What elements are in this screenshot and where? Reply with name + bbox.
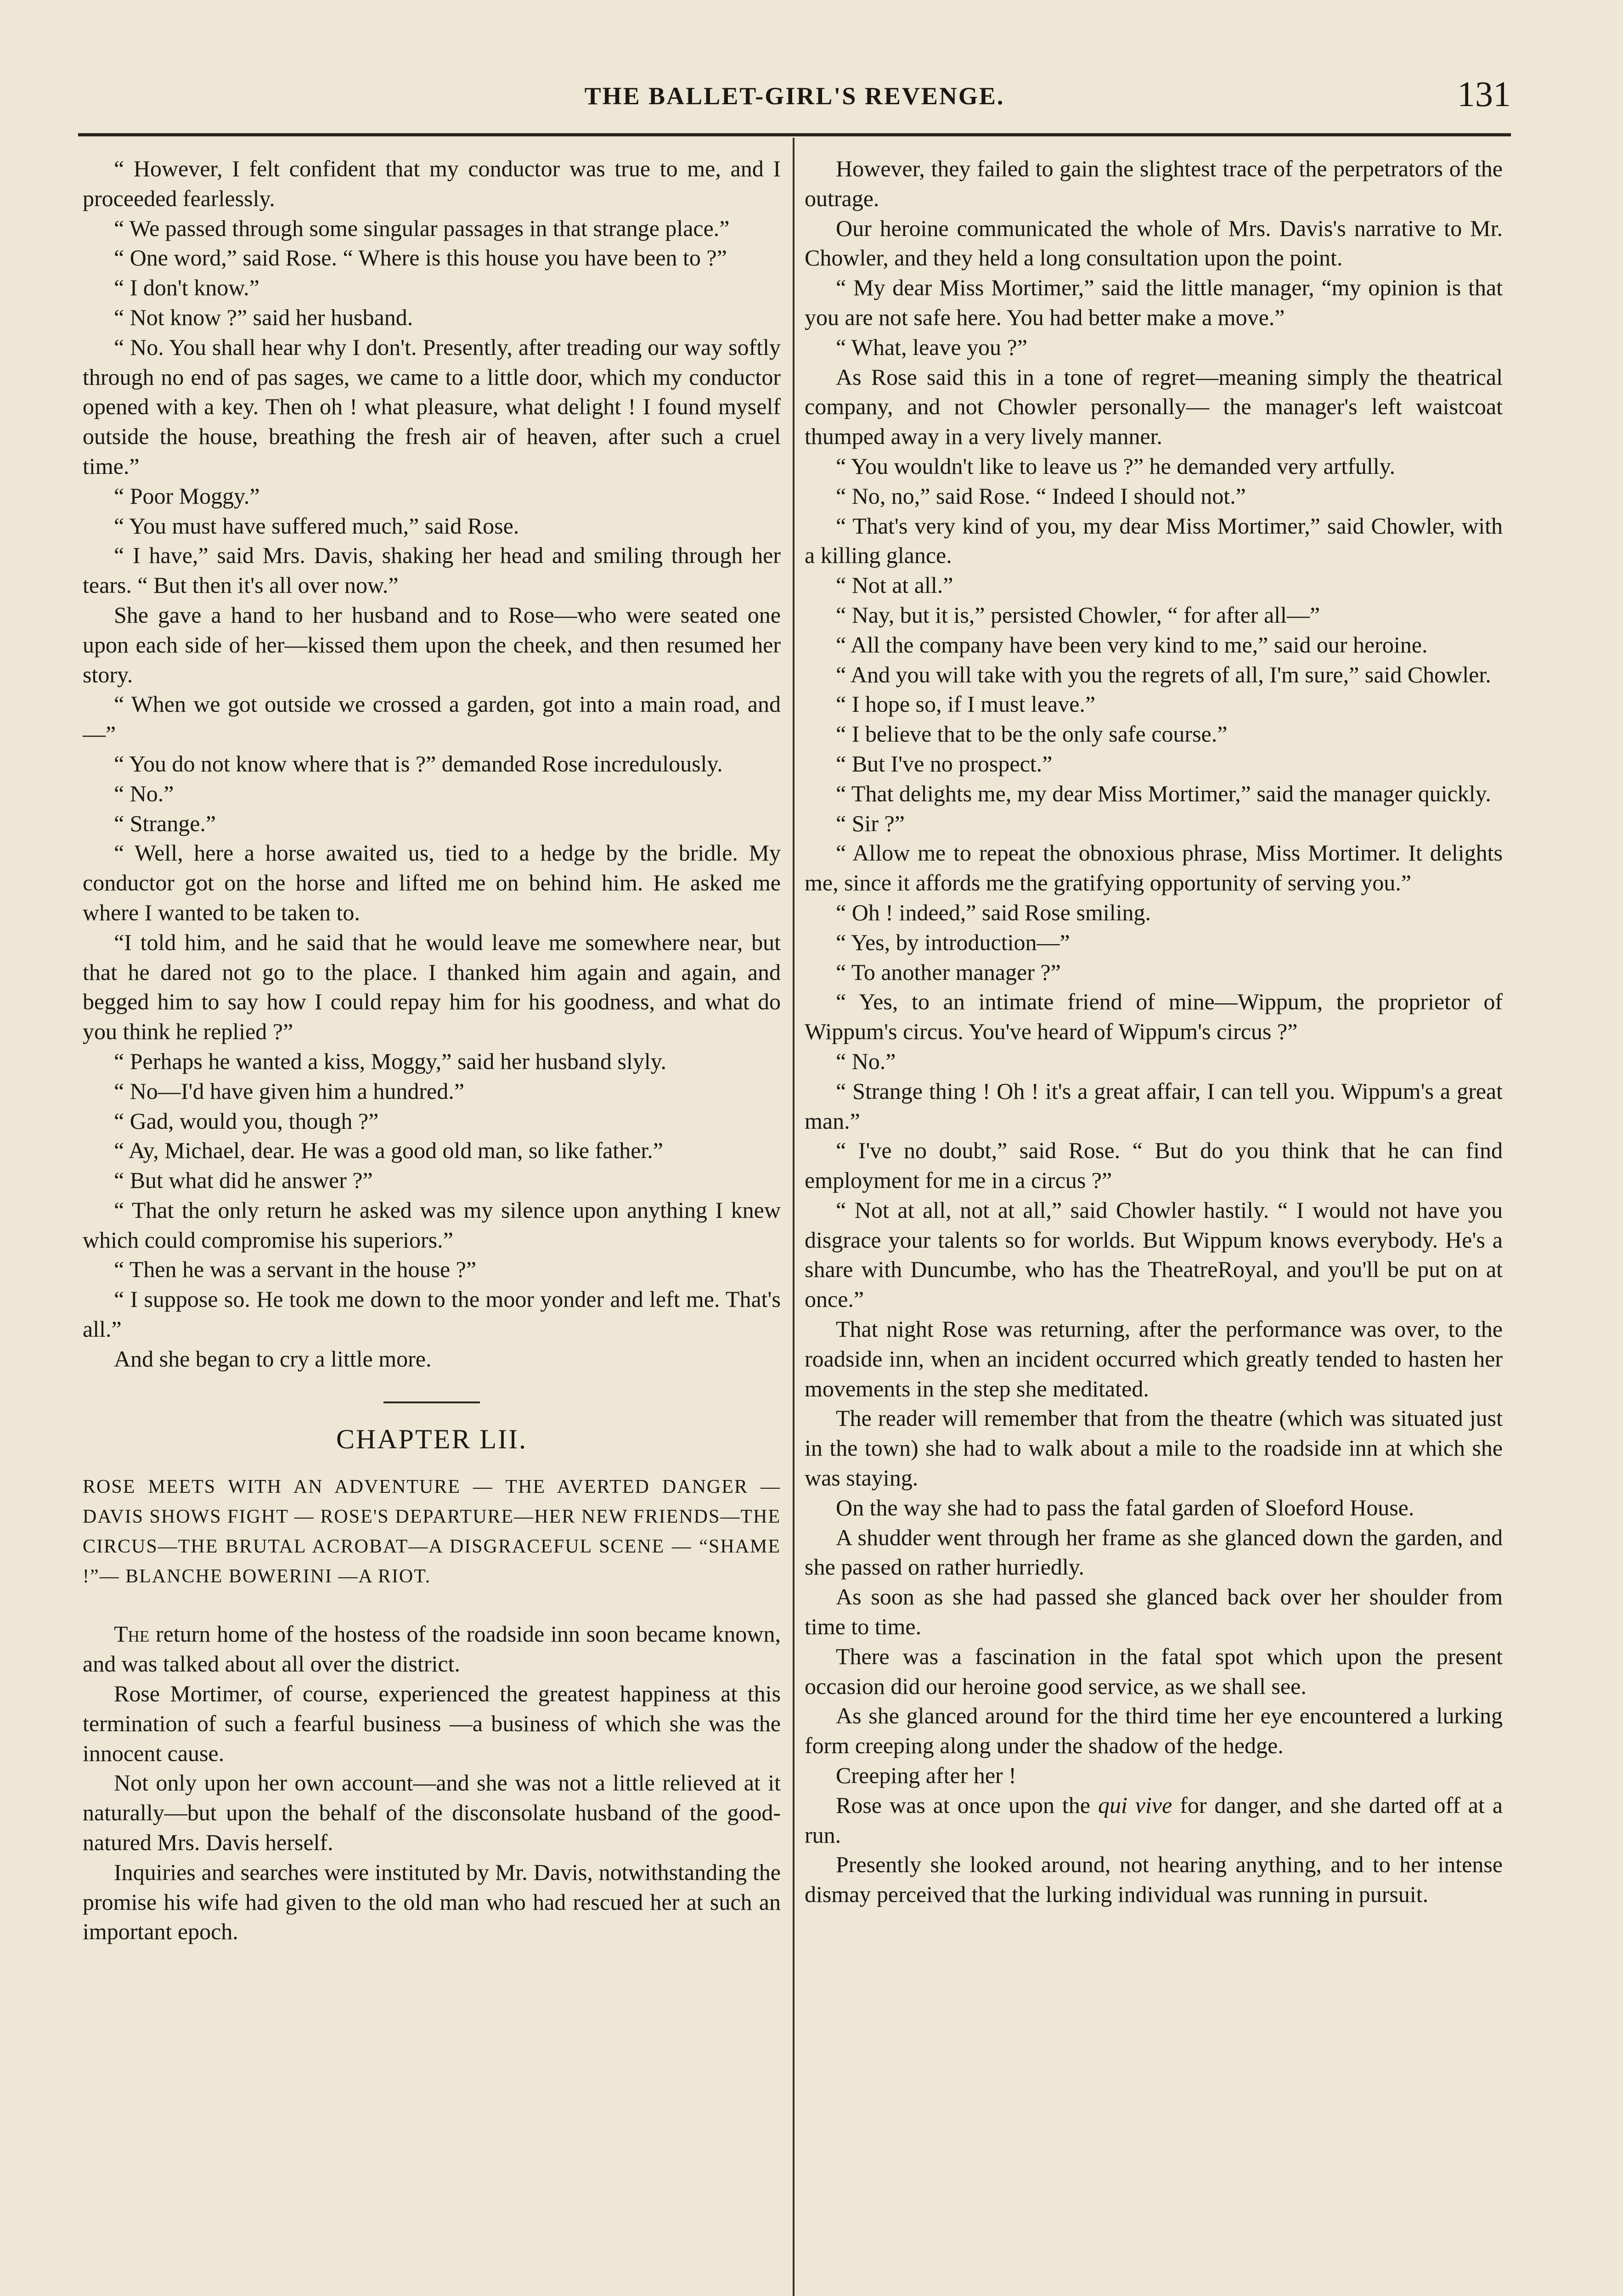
paragraph: “ To another manager ?” <box>836 959 1061 985</box>
paragraph: “ Then he was a servant in the house ?” <box>114 1256 477 1283</box>
paragraph: As soon as she had passed she glanced back over her shoulder from time to time. <box>805 1584 1503 1640</box>
paragraph: As she glanced around for the third time her eye encountered a lurking form creeping along under the shadow of the hedge. <box>805 1703 1503 1759</box>
paragraph: “ I've no doubt,” said Rose. “ But do you think that he can find employment for me in a circus ?” <box>805 1137 1503 1193</box>
paragraph: However, they failed to gain the slightest trace of the perpetrators of the outrage. <box>805 156 1503 211</box>
paragraph: There was a fascination in the fatal spot which upon the present occasion did our heroine good service, as we shall see. <box>805 1643 1503 1699</box>
paragraph: “ When we got outside we crossed a garden, got into a main road, and—” <box>83 691 781 747</box>
page-number: 131 <box>1457 74 1511 114</box>
paragraph: “ Perhaps he wanted a kiss, Moggy,” said her husband slyly. <box>114 1048 667 1074</box>
paragraph: And she began to cry a little more. <box>114 1345 432 1372</box>
paragraph: “ That the only return he asked was my silence upon anything I knew which could compromise his superiors.” <box>83 1197 781 1253</box>
paragraph: “ No.” <box>836 1048 896 1074</box>
paragraph: “ My dear Miss Mortimer,” said the little manager, “my opinion is that you are not safe here. You had better make a move.” <box>805 275 1503 330</box>
paragraph: “ But what did he answer ?” <box>114 1167 373 1193</box>
qui-vive-after: for danger, and she darted off at a run. <box>805 1792 1503 1848</box>
paragraph: “ Strange.” <box>114 810 216 836</box>
paragraph: “ I suppose so. He took me down to the moor yonder and left me. That's all.” <box>83 1286 781 1342</box>
paragraph: “ Gad, would you, though ?” <box>114 1108 379 1134</box>
paragraph: “ Nay, but it is,” persisted Chowler, “ for after all—” <box>836 602 1320 628</box>
paragraph-qui-vive <box>805 1790 1503 1850</box>
chapter-opening-paragraph <box>83 1619 781 1679</box>
qui-vive-italic: qui vive <box>1098 1792 1172 1818</box>
paragraph: Creeping after her ! <box>836 1762 1016 1789</box>
paragraph: “I told him, and he said that he would leave me somewhere near, but that he dared not go to the place. I thanked him again and again, and begged him to say how I could repay him for his goodness, and what do you think he replied ?” <box>83 929 781 1045</box>
paragraph: “ No. You shall hear why I don't. Presently, after treading our way softly through no end of pas sages, we came to a little door, which my conductor opened with a key. Then oh ! what pleasure, what delight ! I found myself outside the house, breathing the fresh air of heaven, after such a cruel time.” <box>83 334 781 479</box>
running-title: THE BALLET-GIRL'S REVENGE. <box>584 82 1005 110</box>
paragraph: That night Rose was returning, after the performance was over, to the roadside inn, when an incident occurred which greatly tended to hasten her movements in the step she meditated. <box>805 1316 1503 1401</box>
paragraph: “ However, I felt confident that my conductor was true to me, and I proceeded fearlessly. <box>83 156 781 211</box>
paragraph: “ That delights me, my dear Miss Mortimer,” said the manager quickly. <box>836 780 1491 806</box>
paragraph: “ That's very kind of you, my dear Miss Mortimer,” said Chowler, with a killing glance. <box>805 512 1503 568</box>
paragraph: “ No.” <box>114 780 174 806</box>
chapter-first-word: The <box>114 1621 150 1647</box>
chapter-rule <box>383 1401 480 1403</box>
paragraph: A shudder went through her frame as she glanced down the garden, and she passed on rather hurriedly. <box>805 1524 1503 1580</box>
paragraph: “ Not at all, not at all,” said Chowler hastily. “ I would not have you disgrace your talents so for worlds. But Wippum knows everybody. He's a share with Duncumbe, who has the TheatreRoyal, and you'll be put on at once.” <box>805 1197 1503 1312</box>
chapter-paragraphs <box>83 1679 781 1947</box>
paragraph: “ Allow me to repeat the obnoxious phrase, Miss Mortimer. It delights me, since it affords me the gratifying opportunity of serving you.” <box>805 840 1503 896</box>
paragraph: “ But I've no prospect.” <box>836 750 1053 777</box>
paragraph: Not only upon her own account—and she was not a little relieved at it naturally—but upon the behalf of the disconsolate husband of the good-natured Mrs. Davis herself. <box>83 1770 781 1856</box>
paragraph: On the way she had to pass the fatal garden of Sloeford House. <box>836 1494 1414 1520</box>
left-column <box>83 154 781 1947</box>
paragraph: Inquiries and searches were instituted by Mr. Davis, notwithstanding the promise his wife had given to the old man who had rescued her at such an important epoch. <box>83 1859 781 1945</box>
page-header <box>78 69 1511 124</box>
paragraph: Rose Mortimer, of course, experienced the greatest happiness at this termination of such a fearful business —a business of which she was the innocent cause. <box>83 1681 781 1766</box>
paragraph: “ Poor Moggy.” <box>114 483 260 509</box>
paragraph: “ You do not know where that is ?” demanded Rose incredulously. <box>114 750 723 777</box>
paragraph: “ Strange thing ! Oh ! it's a great affair, I can tell you. Wippum's a great man.” <box>805 1078 1503 1134</box>
right-column-paragraphs-end <box>805 1850 1503 1909</box>
paragraph: “ Sir ?” <box>836 810 905 836</box>
paragraph: “ One word,” said Rose. “ Where is this house you have been to ?” <box>114 245 727 271</box>
paragraph: “ Oh ! indeed,” said Rose smiling. <box>836 899 1151 925</box>
column-divider <box>793 138 795 2296</box>
paragraph: Our heroine communicated the whole of Mrs. Davis's narrative to Mr. Chowler, and they held a long consultation upon the point. <box>805 215 1503 271</box>
paragraph: She gave a hand to her husband and to Rose—who were seated one upon each side of her—kissed them upon the cheek, and then resumed her story. <box>83 602 781 687</box>
paragraph: “ You wouldn't like to leave us ?” he demanded very artfully. <box>836 453 1395 479</box>
paragraph: “ What, leave you ?” <box>836 334 1027 360</box>
paragraph: “ Not know ?” said her husband. <box>114 304 413 330</box>
chapter-title: CHAPTER LII. <box>336 1424 527 1454</box>
paragraph: The reader will remember that from the theatre (which was situated just in the town) she had to walk about a mile to the roadside inn at which she was staying. <box>805 1405 1503 1491</box>
qui-vive-before: Rose was at once upon the <box>836 1792 1098 1818</box>
header-rule <box>78 133 1511 136</box>
right-column <box>805 154 1503 1909</box>
paragraph: “ I hope so, if I must leave.” <box>836 691 1096 717</box>
paragraph: “ We passed through some singular passages in that strange place.” <box>114 215 730 241</box>
paragraph: “ I don't know.” <box>114 275 259 301</box>
paragraph: “ Well, here a horse awaited us, tied to a hedge by the bridle. My conductor got on the horse and lifted me on behind him. He asked me where I wanted to be taken to. <box>83 840 781 925</box>
paragraph: “ No—I'd have given him a hundred.” <box>114 1078 464 1104</box>
chapter-synopsis: ROSE MEETS WITH AN ADVENTURE — THE AVERTED DANGER — DAVIS SHOWS FIGHT — ROSE'S DEPARTURE—HER NEW FRIENDS—THE CIRCUS—THE BRUTAL ACROBAT—A DISGRACEFUL SCENE — “SHAME !”— BLANCHE BOWERINI —A RIOT. <box>83 1476 781 1587</box>
paragraph: “ And you will take with you the regrets of all, I'm sure,” said Chowler. <box>836 661 1491 687</box>
paragraph: “ Not at all.” <box>836 572 953 598</box>
paragraph: “ Yes, by introduction—” <box>836 929 1070 955</box>
right-column-paragraphs <box>805 154 1503 1790</box>
left-column-paragraphs <box>83 154 781 1374</box>
paragraph: “ Yes, to an intimate friend of mine—Wippum, the proprietor of Wippum's circus. You've heard of Wippum's circus ?” <box>805 989 1503 1045</box>
paragraph: “ Ay, Michael, dear. He was a good old man, so like father.” <box>114 1137 663 1164</box>
chapter-opening-text: return home of the hostess of the roadside inn soon became known, and was talked about all over the district. <box>83 1621 781 1677</box>
paragraph: “ I have,” said Mrs. Davis, shaking her head and smiling through her tears. “ But then it's all over now.” <box>83 542 781 598</box>
paragraph: “ All the company have been very kind to me,” said our heroine. <box>836 631 1428 658</box>
paragraph: Presently she looked around, not hearing anything, and to her intense dismay perceived that the lurking individual was running in pursuit. <box>805 1851 1503 1908</box>
paragraph: “ You must have suffered much,” said Rose. <box>114 512 519 539</box>
paragraph: “ No, no,” said Rose. “ Indeed I should not.” <box>836 483 1246 509</box>
paragraph: As Rose said this in a tone of regret—meaning simply the theatrical company, and not Chowler personally— the manager's left waistcoat thumped away in a very lively manner. <box>805 364 1503 450</box>
paragraph: “ I believe that to be the only safe course.” <box>836 721 1228 747</box>
